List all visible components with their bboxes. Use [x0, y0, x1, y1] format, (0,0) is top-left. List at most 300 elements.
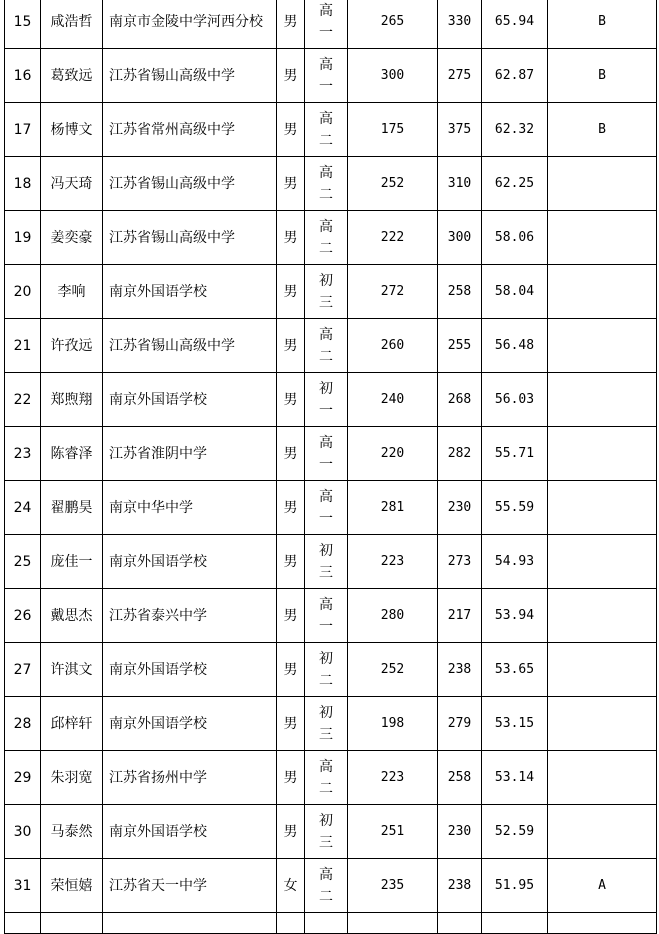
grade-cell [305, 427, 348, 481]
student-name-cell [41, 0, 103, 49]
table-row [5, 157, 657, 211]
table-body [5, 0, 657, 934]
student-name-cell [41, 805, 103, 859]
rank-text: 27 [13, 661, 32, 678]
student-name-cell [41, 697, 103, 751]
score2-text: 255 [447, 338, 472, 353]
award-level-cell [548, 265, 657, 319]
grade-cell [305, 643, 348, 697]
grade-text: 高二 [319, 866, 333, 905]
school-text: 南京市金陵中学河西分校 [109, 13, 263, 30]
student-name-text: 葛致远 [50, 67, 93, 84]
grade-cell [305, 859, 348, 913]
table-row [5, 265, 657, 319]
total-score-text: 65.94 [494, 14, 535, 29]
total-score-text: 55.59 [494, 500, 535, 515]
student-name-text: 庞佳一 [50, 553, 93, 570]
rank-cell [5, 859, 41, 913]
score1-text: 252 [380, 662, 405, 677]
student-name-text: 姜奕豪 [50, 229, 93, 246]
total-score-text: 54.93 [494, 554, 535, 569]
total-score-text: 53.14 [494, 770, 535, 785]
award-level-cell [548, 373, 657, 427]
rank-cell [5, 211, 41, 265]
rank-cell [5, 157, 41, 211]
score1-text: 220 [380, 446, 405, 461]
grade-cell [305, 535, 348, 589]
school-text: 江苏省锡山高级中学 [109, 229, 235, 246]
student-name-cell [41, 535, 103, 589]
gender-text: 男 [283, 499, 298, 516]
gender-text: 男 [283, 121, 298, 138]
score2-text: 310 [447, 176, 472, 191]
score2-text: 230 [447, 500, 472, 515]
rank-text: 18 [13, 175, 32, 192]
school-cell [103, 859, 277, 913]
student-name-cell [41, 319, 103, 373]
total-score-text: 55.71 [494, 446, 535, 461]
score2-cell [438, 913, 482, 934]
gender-text: 男 [283, 445, 298, 462]
total-score-cell [482, 265, 548, 319]
rank-text: 17 [13, 121, 32, 138]
score2-text: 273 [447, 554, 472, 569]
school-cell [103, 751, 277, 805]
school-text: 江苏省泰兴中学 [109, 607, 207, 624]
grade-text: 高一 [319, 434, 333, 473]
score1-text: 252 [380, 176, 405, 191]
school-text: 南京外国语学校 [109, 283, 207, 300]
score1-text: 223 [380, 554, 405, 569]
grade-text: 初三 [319, 704, 333, 743]
school-cell [103, 103, 277, 157]
grade-text: 高一 [319, 2, 333, 41]
gender-cell [277, 751, 305, 805]
rank-text: 25 [13, 553, 32, 570]
score2-text: 268 [447, 392, 472, 407]
score2-text: 238 [447, 662, 472, 677]
score2-text: 282 [447, 446, 472, 461]
award-level-text: B [598, 122, 606, 137]
school-cell [103, 157, 277, 211]
award-level-cell [548, 913, 657, 934]
score1-cell [348, 157, 438, 211]
gender-cell [277, 49, 305, 103]
rank-cell [5, 751, 41, 805]
rank-cell [5, 913, 41, 934]
school-cell [103, 0, 277, 49]
rank-cell [5, 535, 41, 589]
score2-text: 300 [447, 230, 472, 245]
student-name-cell [41, 643, 103, 697]
gender-cell [277, 589, 305, 643]
grade-cell [305, 103, 348, 157]
score2-text: 275 [447, 68, 472, 83]
school-cell [103, 211, 277, 265]
score1-text: 222 [380, 230, 405, 245]
score1-cell [348, 859, 438, 913]
grade-text: 高二 [319, 758, 333, 797]
total-score-text: 62.87 [494, 68, 535, 83]
score2-text: 238 [447, 878, 472, 893]
score2-cell [438, 103, 482, 157]
student-name-cell [41, 265, 103, 319]
total-score-cell [482, 481, 548, 535]
gender-text: 男 [283, 715, 298, 732]
total-score-text: 58.04 [494, 284, 535, 299]
grade-text: 高二 [319, 164, 333, 203]
student-name-text: 杨博文 [50, 121, 93, 138]
school-text: 江苏省锡山高级中学 [109, 337, 235, 354]
school-cell [103, 805, 277, 859]
total-score-cell [482, 211, 548, 265]
rank-cell [5, 427, 41, 481]
score2-cell [438, 589, 482, 643]
total-score-cell [482, 157, 548, 211]
student-name-text: 朱羽宽 [50, 769, 93, 786]
grade-text: 高一 [319, 56, 333, 95]
award-level-text: B [598, 68, 606, 83]
rank-cell [5, 643, 41, 697]
student-name-cell [41, 211, 103, 265]
table-row [5, 859, 657, 913]
score1-text: 300 [380, 68, 405, 83]
gender-cell [277, 0, 305, 49]
score2-text: 230 [447, 824, 472, 839]
award-level-cell [548, 589, 657, 643]
school-cell [103, 535, 277, 589]
total-score-cell [482, 535, 548, 589]
rank-text: 26 [13, 607, 32, 624]
gender-text: 男 [283, 13, 298, 30]
award-level-cell [548, 211, 657, 265]
total-score-cell [482, 643, 548, 697]
score1-text: 223 [380, 770, 405, 785]
table-row [5, 535, 657, 589]
gender-cell [277, 157, 305, 211]
grade-text: 初二 [319, 650, 333, 689]
gender-text: 男 [283, 823, 298, 840]
score1-text: 280 [380, 608, 405, 623]
grade-cell [305, 751, 348, 805]
score2-cell [438, 481, 482, 535]
gender-text: 男 [283, 553, 298, 570]
award-level-cell [548, 751, 657, 805]
rank-cell [5, 265, 41, 319]
award-level-cell [548, 319, 657, 373]
student-name-text: 戴思杰 [50, 607, 93, 624]
gender-text: 男 [283, 67, 298, 84]
score1-cell [348, 481, 438, 535]
score2-cell [438, 319, 482, 373]
table-row [5, 319, 657, 373]
score2-cell [438, 805, 482, 859]
grade-cell [305, 913, 348, 934]
total-score-cell [482, 751, 548, 805]
score1-text: 272 [380, 284, 405, 299]
school-cell [103, 913, 277, 934]
school-cell [103, 697, 277, 751]
grade-cell [305, 49, 348, 103]
school-text: 南京外国语学校 [109, 553, 207, 570]
school-text: 江苏省锡山高级中学 [109, 67, 235, 84]
school-text: 江苏省常州高级中学 [109, 121, 235, 138]
grade-cell [305, 805, 348, 859]
gender-cell [277, 319, 305, 373]
student-name-text: 马泰然 [50, 823, 93, 840]
grade-cell [305, 0, 348, 49]
school-text: 江苏省锡山高级中学 [109, 175, 235, 192]
score2-text: 258 [447, 284, 472, 299]
rank-text: 15 [13, 13, 32, 30]
gender-cell [277, 481, 305, 535]
total-score-cell [482, 103, 548, 157]
table-row [5, 49, 657, 103]
student-name-text: 咸浩哲 [50, 13, 93, 30]
table-row [5, 481, 657, 535]
total-score-cell [482, 319, 548, 373]
score2-cell [438, 535, 482, 589]
grade-text: 初三 [319, 272, 333, 311]
gender-cell [277, 535, 305, 589]
table-row [5, 103, 657, 157]
table-row [5, 0, 657, 49]
student-name-text: 郑煦翔 [50, 391, 93, 408]
rank-text: 21 [13, 337, 32, 354]
score2-text: 375 [447, 122, 472, 137]
student-name-cell [41, 157, 103, 211]
award-level-cell [548, 697, 657, 751]
award-level-text: A [598, 878, 606, 893]
gender-cell [277, 697, 305, 751]
score1-cell [348, 211, 438, 265]
school-text: 南京外国语学校 [109, 391, 207, 408]
total-score-text: 52.59 [494, 824, 535, 839]
student-name-text: 翟鹏昊 [50, 499, 93, 516]
student-name-cell [41, 427, 103, 481]
grade-cell [305, 265, 348, 319]
score1-cell [348, 589, 438, 643]
school-text: 南京外国语学校 [109, 823, 207, 840]
student-name-text: 邱梓轩 [50, 715, 93, 732]
score1-text: 198 [380, 716, 405, 731]
score2-cell [438, 751, 482, 805]
student-name-cell [41, 481, 103, 535]
school-cell [103, 589, 277, 643]
student-name-text: 许孜远 [50, 337, 93, 354]
gender-cell [277, 427, 305, 481]
award-level-cell [548, 0, 657, 49]
total-score-text: 56.48 [494, 338, 535, 353]
gender-cell [277, 805, 305, 859]
score1-text: 260 [380, 338, 405, 353]
grade-cell [305, 211, 348, 265]
score1-text: 251 [380, 824, 405, 839]
score2-cell [438, 859, 482, 913]
gender-cell [277, 913, 305, 934]
gender-cell [277, 211, 305, 265]
score1-cell [348, 697, 438, 751]
total-score-text: 62.32 [494, 122, 535, 137]
gender-cell [277, 103, 305, 157]
total-score-cell [482, 859, 548, 913]
table-row [5, 751, 657, 805]
score1-cell [348, 103, 438, 157]
table-row [5, 697, 657, 751]
score1-cell [348, 319, 438, 373]
total-score-cell [482, 589, 548, 643]
grade-text: 高二 [319, 110, 333, 149]
rank-text: 22 [13, 391, 32, 408]
rank-cell [5, 697, 41, 751]
school-text: 南京外国语学校 [109, 715, 207, 732]
gender-text: 男 [283, 607, 298, 624]
table-row [5, 589, 657, 643]
rank-text: 20 [13, 283, 32, 300]
score1-cell [348, 427, 438, 481]
rank-text: 16 [13, 67, 32, 84]
award-level-cell [548, 643, 657, 697]
score2-cell [438, 0, 482, 49]
rank-text: 24 [13, 499, 32, 516]
rank-text: 28 [13, 715, 32, 732]
grade-text: 初三 [319, 542, 333, 581]
school-text: 南京外国语学校 [109, 661, 207, 678]
student-name-cell [41, 103, 103, 157]
gender-text: 男 [283, 661, 298, 678]
school-text: 南京中华中学 [109, 499, 193, 516]
award-level-cell [548, 103, 657, 157]
school-cell [103, 265, 277, 319]
student-name-text: 荣恒嬉 [50, 877, 93, 894]
total-score-cell [482, 697, 548, 751]
award-level-cell [548, 427, 657, 481]
school-cell [103, 49, 277, 103]
gender-text: 女 [283, 877, 298, 894]
score1-cell [348, 643, 438, 697]
grade-text: 高一 [319, 488, 333, 527]
rank-cell [5, 103, 41, 157]
score1-cell [348, 0, 438, 49]
total-score-text: 51.95 [494, 878, 535, 893]
school-text: 江苏省淮阴中学 [109, 445, 207, 462]
grade-text: 初三 [319, 812, 333, 851]
grade-cell [305, 697, 348, 751]
gender-cell [277, 643, 305, 697]
rank-cell [5, 0, 41, 49]
rank-text: 31 [13, 877, 32, 894]
award-level-cell [548, 481, 657, 535]
results-table [4, 0, 657, 934]
award-level-cell [548, 859, 657, 913]
score1-text: 235 [380, 878, 405, 893]
gender-text: 男 [283, 391, 298, 408]
score1-cell [348, 913, 438, 934]
rank-cell [5, 589, 41, 643]
student-name-cell [41, 373, 103, 427]
score2-text: 258 [447, 770, 472, 785]
student-name-cell [41, 859, 103, 913]
grade-cell [305, 589, 348, 643]
school-cell [103, 427, 277, 481]
score2-cell [438, 427, 482, 481]
total-score-text: 56.03 [494, 392, 535, 407]
rank-cell [5, 319, 41, 373]
table-row [5, 643, 657, 697]
table-row [5, 913, 657, 934]
student-name-cell [41, 913, 103, 934]
score2-cell [438, 265, 482, 319]
rank-text: 29 [13, 769, 32, 786]
gender-text: 男 [283, 229, 298, 246]
grade-cell [305, 319, 348, 373]
rank-cell [5, 373, 41, 427]
score1-text: 265 [380, 14, 405, 29]
student-name-cell [41, 751, 103, 805]
total-score-text: 53.65 [494, 662, 535, 677]
award-level-text: B [598, 14, 606, 29]
school-cell [103, 643, 277, 697]
total-score-text: 62.25 [494, 176, 535, 191]
table-row [5, 373, 657, 427]
school-cell [103, 481, 277, 535]
grade-text: 高一 [319, 596, 333, 635]
gender-text: 男 [283, 175, 298, 192]
total-score-text: 53.94 [494, 608, 535, 623]
total-score-cell [482, 49, 548, 103]
award-level-cell [548, 49, 657, 103]
student-name-text: 冯天琦 [50, 175, 93, 192]
award-level-cell [548, 535, 657, 589]
grade-text: 初一 [319, 380, 333, 419]
table-row [5, 211, 657, 265]
student-name-text: 陈睿泽 [50, 445, 93, 462]
total-score-text: 58.06 [494, 230, 535, 245]
rank-text: 23 [13, 445, 32, 462]
score1-text: 281 [380, 500, 405, 515]
score2-text: 279 [447, 716, 472, 731]
score1-cell [348, 751, 438, 805]
score1-cell [348, 265, 438, 319]
rank-text: 30 [13, 823, 32, 840]
grade-text: 高二 [319, 218, 333, 257]
score2-cell [438, 49, 482, 103]
total-score-cell [482, 0, 548, 49]
award-level-cell [548, 805, 657, 859]
grade-text: 高二 [319, 326, 333, 365]
score1-cell [348, 49, 438, 103]
gender-cell [277, 265, 305, 319]
grade-cell [305, 157, 348, 211]
score1-cell [348, 535, 438, 589]
score2-text: 217 [447, 608, 472, 623]
score1-cell [348, 373, 438, 427]
score2-cell [438, 211, 482, 265]
score2-cell [438, 157, 482, 211]
total-score-cell [482, 373, 548, 427]
table-row [5, 427, 657, 481]
award-level-cell [548, 157, 657, 211]
total-score-cell [482, 913, 548, 934]
grade-cell [305, 481, 348, 535]
student-name-text: 李响 [57, 283, 86, 300]
student-name-cell [41, 49, 103, 103]
total-score-cell [482, 427, 548, 481]
rank-cell [5, 805, 41, 859]
score2-text: 330 [447, 14, 472, 29]
rank-text: 19 [13, 229, 32, 246]
grade-cell [305, 373, 348, 427]
